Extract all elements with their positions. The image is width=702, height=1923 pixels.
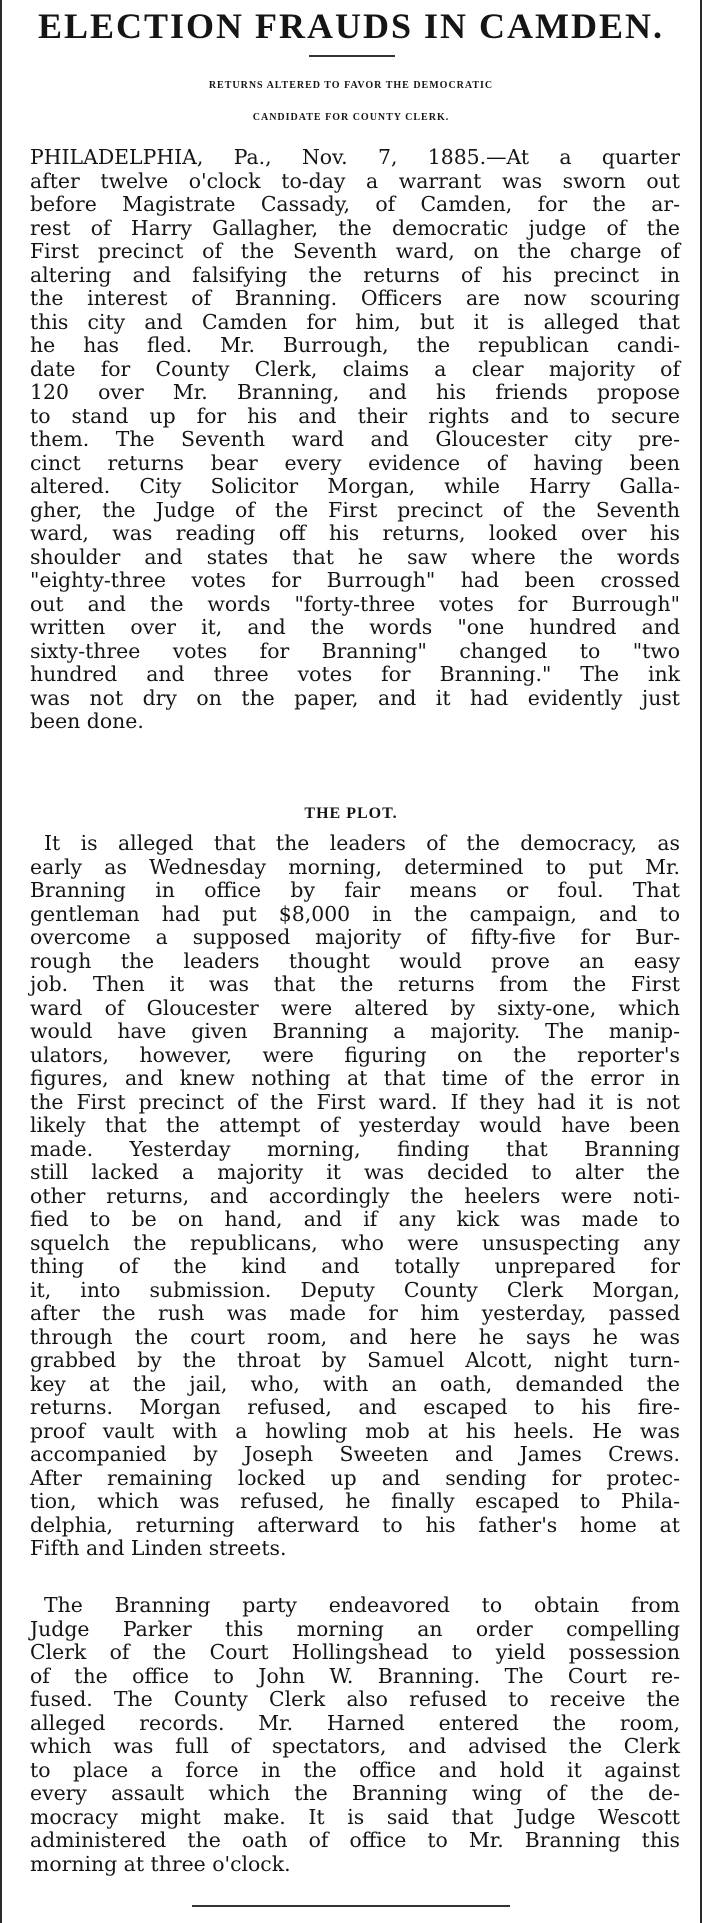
text-line: before Magistrate Cassady, of Camden, for the ar-	[30, 192, 680, 216]
text-line: which was full of spectators, and advised the Clerk	[30, 1734, 680, 1758]
text-line: the First precinct of the First ward. If they had it is not	[30, 1089, 680, 1114]
text-line: altered. City Solicitor Morgan, while Harry Galla-	[30, 474, 680, 498]
text-line: fused. The County Clerk also refused to receive the	[30, 1687, 680, 1711]
text-line: still lacked a majority it was decided to alter the	[30, 1160, 680, 1184]
text-line: other returns, and accordingly the heelers were noti-	[30, 1183, 680, 1208]
text-line: gher, the Judge of the First precinct of the Seventh	[30, 497, 680, 522]
text-line: through the court room, and here he says he was	[30, 1324, 680, 1349]
text-line: squelch the republicans, who were unsuspecting any	[30, 1230, 680, 1255]
text-line: key at the jail, who, with an oath, demanded the	[30, 1371, 680, 1396]
text-line: proof vault with a howling mob at his heels. He was	[30, 1418, 680, 1443]
text-line: Fifth and Linden streets.	[30, 1536, 287, 1560]
text-line: alleged records. Mr. Harned entered the room,	[30, 1710, 680, 1735]
text-line: job. Then it was that the returns from the First	[30, 972, 680, 996]
text-line: this city and Camden for him, but it is alleged that	[30, 309, 680, 334]
text-line: it, into submission. Deputy County Clerk Morgan,	[30, 1277, 680, 1302]
text-line: every assault which the Branning wing of the de-	[30, 1781, 680, 1805]
text-line: been done.	[30, 709, 144, 733]
text-line: sixty-three votes for Branning" changed to "two	[30, 638, 680, 663]
text-line: rest of Harry Gallagher, the democratic judge of the	[30, 215, 680, 240]
text-line: written over it, and the words "one hundred and	[30, 615, 680, 639]
text-line: after the rush was made for him yesterday, passed	[30, 1301, 680, 1325]
text-line: to stand up for his and their rights and to secure	[30, 403, 680, 428]
headline: ELECTION FRAUDS IN CAMDEN.	[37, 6, 665, 46]
text-line: cinct returns bear every evidence of having been	[30, 450, 680, 475]
text-line: of the office to John W. Branning. The Court re-	[30, 1663, 680, 1688]
text-line: fied to be on hand, and if any kick was made to	[30, 1207, 680, 1231]
text-line: "eighty-three votes for Burrough" had been crossed	[30, 568, 680, 592]
text-line: date for County Clerk, claims a clear majority of	[30, 356, 680, 381]
text-line: overcome a supposed majority of fifty-five for Bur-	[30, 925, 680, 949]
text-line: The Branning party endeavored to obtain from	[44, 1593, 680, 1617]
text-line: them. The Seventh ward and Gloucester city pre-	[30, 427, 680, 451]
text-line: shoulder and states that he saw where the words	[30, 544, 680, 569]
text-line: Clerk of the Court Hollingshead to yield possession	[30, 1640, 680, 1664]
text-line: PHILADELPHIA, Pa., Nov. 7, 1885.—At a quarter	[30, 145, 680, 169]
text-line: rough the leaders thought would prove an easy	[30, 948, 680, 973]
text-line: hundred and three votes for Branning." The ink	[30, 662, 680, 686]
text-line: likely that the attempt of yesterday would have been	[30, 1113, 680, 1137]
section-heading: THE PLOT.	[304, 805, 398, 822]
text-line: It is alleged that the leaders of the democracy, as	[44, 831, 680, 855]
text-line: altering and falsifying the returns of his precinct in	[30, 262, 680, 287]
text-line: morning at three o'clock.	[30, 1851, 291, 1876]
text-line: he has fled. Mr. Burrough, the republican candi-	[30, 333, 680, 357]
text-line: out and the words "forty-three votes for Burrough"	[30, 591, 680, 616]
text-line: ulators, however, were figuring on the reporter's	[30, 1042, 680, 1067]
text-line: Judge Parker this morning an order compelling	[30, 1616, 680, 1641]
text-line: mocracy might make. It is said that Judge Wescott	[30, 1804, 680, 1829]
headline-rule	[309, 55, 395, 57]
paragraph-opening	[30, 146, 680, 734]
paragraph-the-plot	[30, 832, 680, 1561]
end-rule	[192, 1905, 510, 1907]
text-line: ward, was reading off his returns, looked over his	[30, 521, 680, 545]
text-line: accompanied by Joseph Sweeten and James Crews.	[30, 1442, 680, 1466]
text-line: First precinct of the Seventh ward, on the charge of	[30, 239, 680, 263]
text-line: after twelve o'clock to-day a warrant was sworn out	[30, 168, 680, 193]
text-line: was not dry on the paper, and it had evidently just	[30, 685, 680, 710]
text-line: figures, and knew nothing at that time of the error in	[30, 1066, 680, 1090]
text-line: grabbed by the throat by Samuel Alcott, night turn-	[30, 1348, 680, 1372]
text-line: 120 over Mr. Branning, and his friends propose	[30, 380, 680, 404]
text-line: gentleman had put $8,000 in the campaign, and to	[30, 901, 680, 926]
text-line: administered the oath of office to Mr. Branning this	[30, 1828, 680, 1852]
text-line: After remaining locked up and sending for protec-	[30, 1465, 680, 1490]
paragraph-branning-party	[30, 1594, 680, 1876]
text-line: returns. Morgan refused, and escaped to his fire-	[30, 1395, 680, 1419]
text-line: delphia, returning afterward to his father's home at	[30, 1512, 680, 1537]
text-line: thing of the kind and totally unprepared for	[30, 1254, 680, 1278]
text-line: early as Wednesday morning, determined to put Mr.	[30, 854, 680, 879]
subheadline-line: RETURNS ALTERED TO FAVOR THE DEMOCRATIC	[208, 80, 494, 91]
text-line: tion, which was refused, he finally escaped to Phila-	[30, 1489, 680, 1513]
text-line: made. Yesterday morning, finding that Branning	[30, 1136, 680, 1161]
subheadline-line: CANDIDATE FOR COUNTY CLERK.	[252, 112, 450, 123]
text-line: to place a force in the office and hold it against	[30, 1757, 680, 1782]
text-line: the interest of Branning. Officers are now scouring	[30, 286, 680, 310]
text-line: ward of Gloucester were altered by sixty-one, which	[30, 995, 680, 1020]
text-line: would have given Branning a majority. The manip-	[30, 1019, 680, 1043]
subheadline	[12, 70, 690, 134]
text-line: Branning in office by fair means or foul. That	[30, 878, 680, 902]
